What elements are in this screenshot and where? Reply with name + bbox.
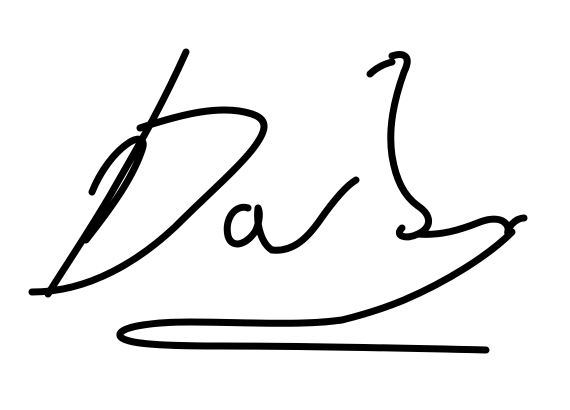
signature-stroke-d-stem [48, 52, 186, 294]
signature-stroke-i-dot [370, 62, 392, 74]
signature-stroke-underline [120, 232, 512, 350]
signature-stroke-a [227, 207, 272, 250]
signature-stroke-s [391, 55, 429, 237]
signature-stroke-i [272, 180, 356, 250]
